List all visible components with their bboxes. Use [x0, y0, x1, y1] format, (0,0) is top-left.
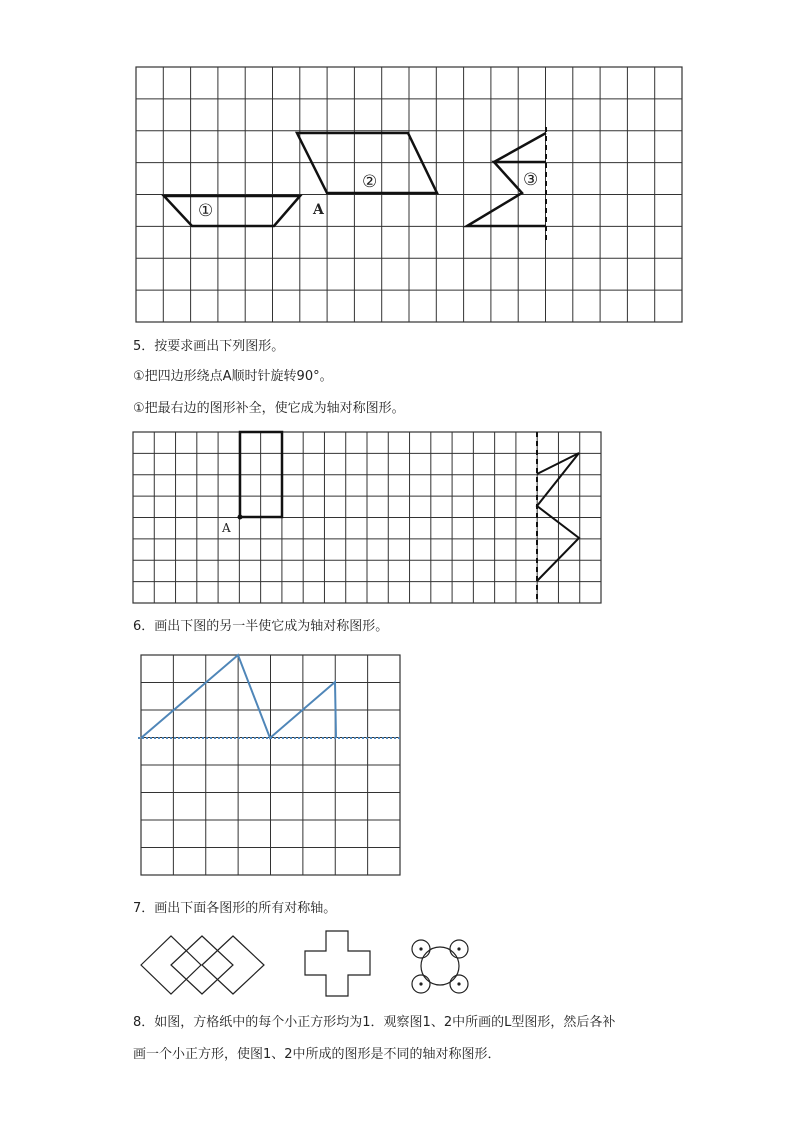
figure1-point-a: A — [313, 202, 324, 218]
figure1-label-1: ① — [198, 201, 214, 221]
q5-item1: ①把四边形绕点A顺时针旋转90°。 — [133, 369, 333, 384]
q5-item2: ①把最右边的图形补全，使它成为轴对称图形。 — [133, 401, 405, 416]
q7-title: 7．画出下面各图形的所有对称轴。 — [133, 901, 337, 916]
q7-diamonds — [141, 936, 264, 994]
q5-title: 5．按要求画出下列图形。 — [133, 339, 285, 354]
q5-point-a-label: A — [222, 521, 231, 535]
q7-big-circle — [421, 947, 459, 985]
q6-title: 6．画出下图的另一半使它成为轴对称图形。 — [133, 619, 389, 634]
figure1-label-3: ③ — [523, 170, 539, 190]
figure1-label-2: ② — [362, 172, 378, 192]
q8-line1: 8．如图，方格纸中的每个小正方形均为1．观察图1、2中所画的L型图形，然后各补 — [133, 1015, 616, 1030]
q8-line2: 画一个小正方形，使图1、2中所成的图形是不同的轴对称图形． — [133, 1047, 501, 1062]
q7-cross — [305, 931, 370, 996]
